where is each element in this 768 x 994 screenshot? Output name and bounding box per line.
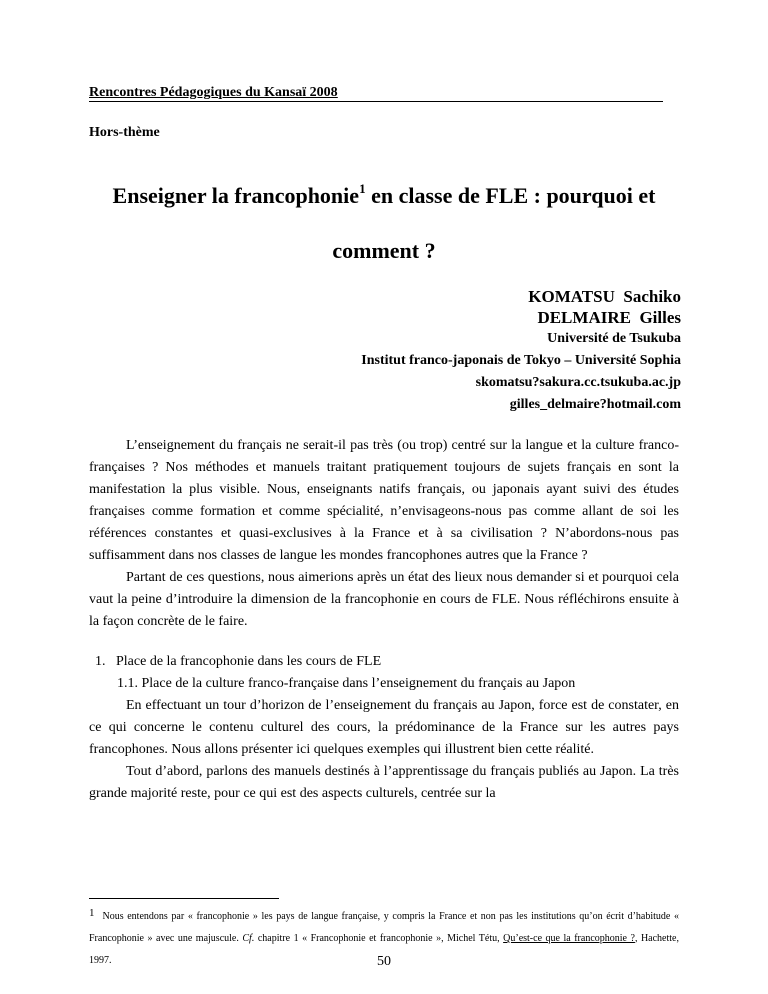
title-line2: comment ?	[332, 238, 436, 263]
footnote-text: chapitre 1 « Francophonie et francophonie », Michel Tétu,	[254, 933, 504, 944]
footnote-rule	[89, 898, 279, 899]
paragraph: Tout d’abord, parlons des manuels destinés à l’apprentissage du français publiés au Japon. La très grande majorité reste, pour ce qui est des aspects culturels, centrée sur la	[89, 764, 679, 801]
footnote-book-title: Qu’est-ce que la francophonie ?	[503, 933, 635, 944]
author-name: DELMAIRE Gilles	[537, 308, 681, 327]
title-footnote-ref: 1	[359, 181, 366, 196]
paragraph: Partant de ces questions, nous aimerions après un état des lieux nous demander si et pourquoi cela vaut la peine d’introduire la dimension de la francophonie en cours de FLE. Nous réfléchirons ensuite à la façon concrète de le faire.	[89, 570, 679, 629]
section-label: Hors-thème	[89, 125, 160, 140]
footnote-cf: Cf.	[242, 933, 255, 944]
author-list	[528, 286, 681, 328]
affiliation-block	[361, 328, 681, 416]
running-title: Rencontres Pédagogiques du Kansaï 2008	[89, 85, 338, 100]
paragraph: L’enseignement du français ne serait-il pas très (ou trop) centré sur la langue et la culture franco-françaises ? Nos méthodes et manuels traitant pratiquement toujours de sujets français en sont la manifestation la plus visible. Nous, enseignants natifs français, ou japonais ayant suivi des études françaises comme formation et comme spécialité, n’envisageons-nous pas comme allant de soi les références constantes et quasi-exclusives à la France et à sa civilisation ? N’abordons-nous pas suffisamment dans nos classes de langue les mondes francophones autres que la France ?	[89, 438, 679, 563]
footnote-mark: 1	[89, 907, 95, 919]
running-header	[89, 84, 663, 102]
intro-text	[89, 435, 679, 633]
page-number: 50	[377, 954, 391, 969]
paragraph: En effectuant un tour d’horizon de l’enseignement du français au Japon, force est de constater, en ce qui concerne le contenu culturel des cours, la prédominance de la France sur les autres pays francophones. Nous allons présenter ici quelques exemples qui illustrent bien cette réalité.	[89, 698, 679, 757]
paper-title	[89, 168, 679, 278]
footnote-text: Nous entendons par « francophonie » les pays de langue française, y compris la France et non pas les institutions qu’on écrit d’habitude « Francophonie » avec une majuscule.	[89, 911, 679, 944]
email-2: gilles_delmaire?hotmail.com	[509, 397, 681, 412]
author-name: KOMATSU Sachiko	[528, 287, 681, 306]
affiliation-2: Institut franco-japonais de Tokyo – Université Sophia	[361, 353, 681, 368]
affiliation-1: Université de Tsukuba	[547, 331, 681, 346]
footnote-text: , Hachette, 1997.	[89, 933, 679, 966]
section-body	[89, 695, 679, 805]
title-part1: Enseigner la francophonie	[112, 183, 360, 208]
title-part2: en classe de FLE : pourquoi et	[365, 183, 656, 208]
subsection-heading: 1.1. Place de la culture franco-française dans l’enseignement du français au Japon	[117, 676, 576, 691]
email-1: skomatsu?sakura.cc.tsukuba.ac.jp	[475, 375, 681, 390]
section-heading: 1. Place de la francophonie dans les cours de FLE	[95, 654, 382, 669]
